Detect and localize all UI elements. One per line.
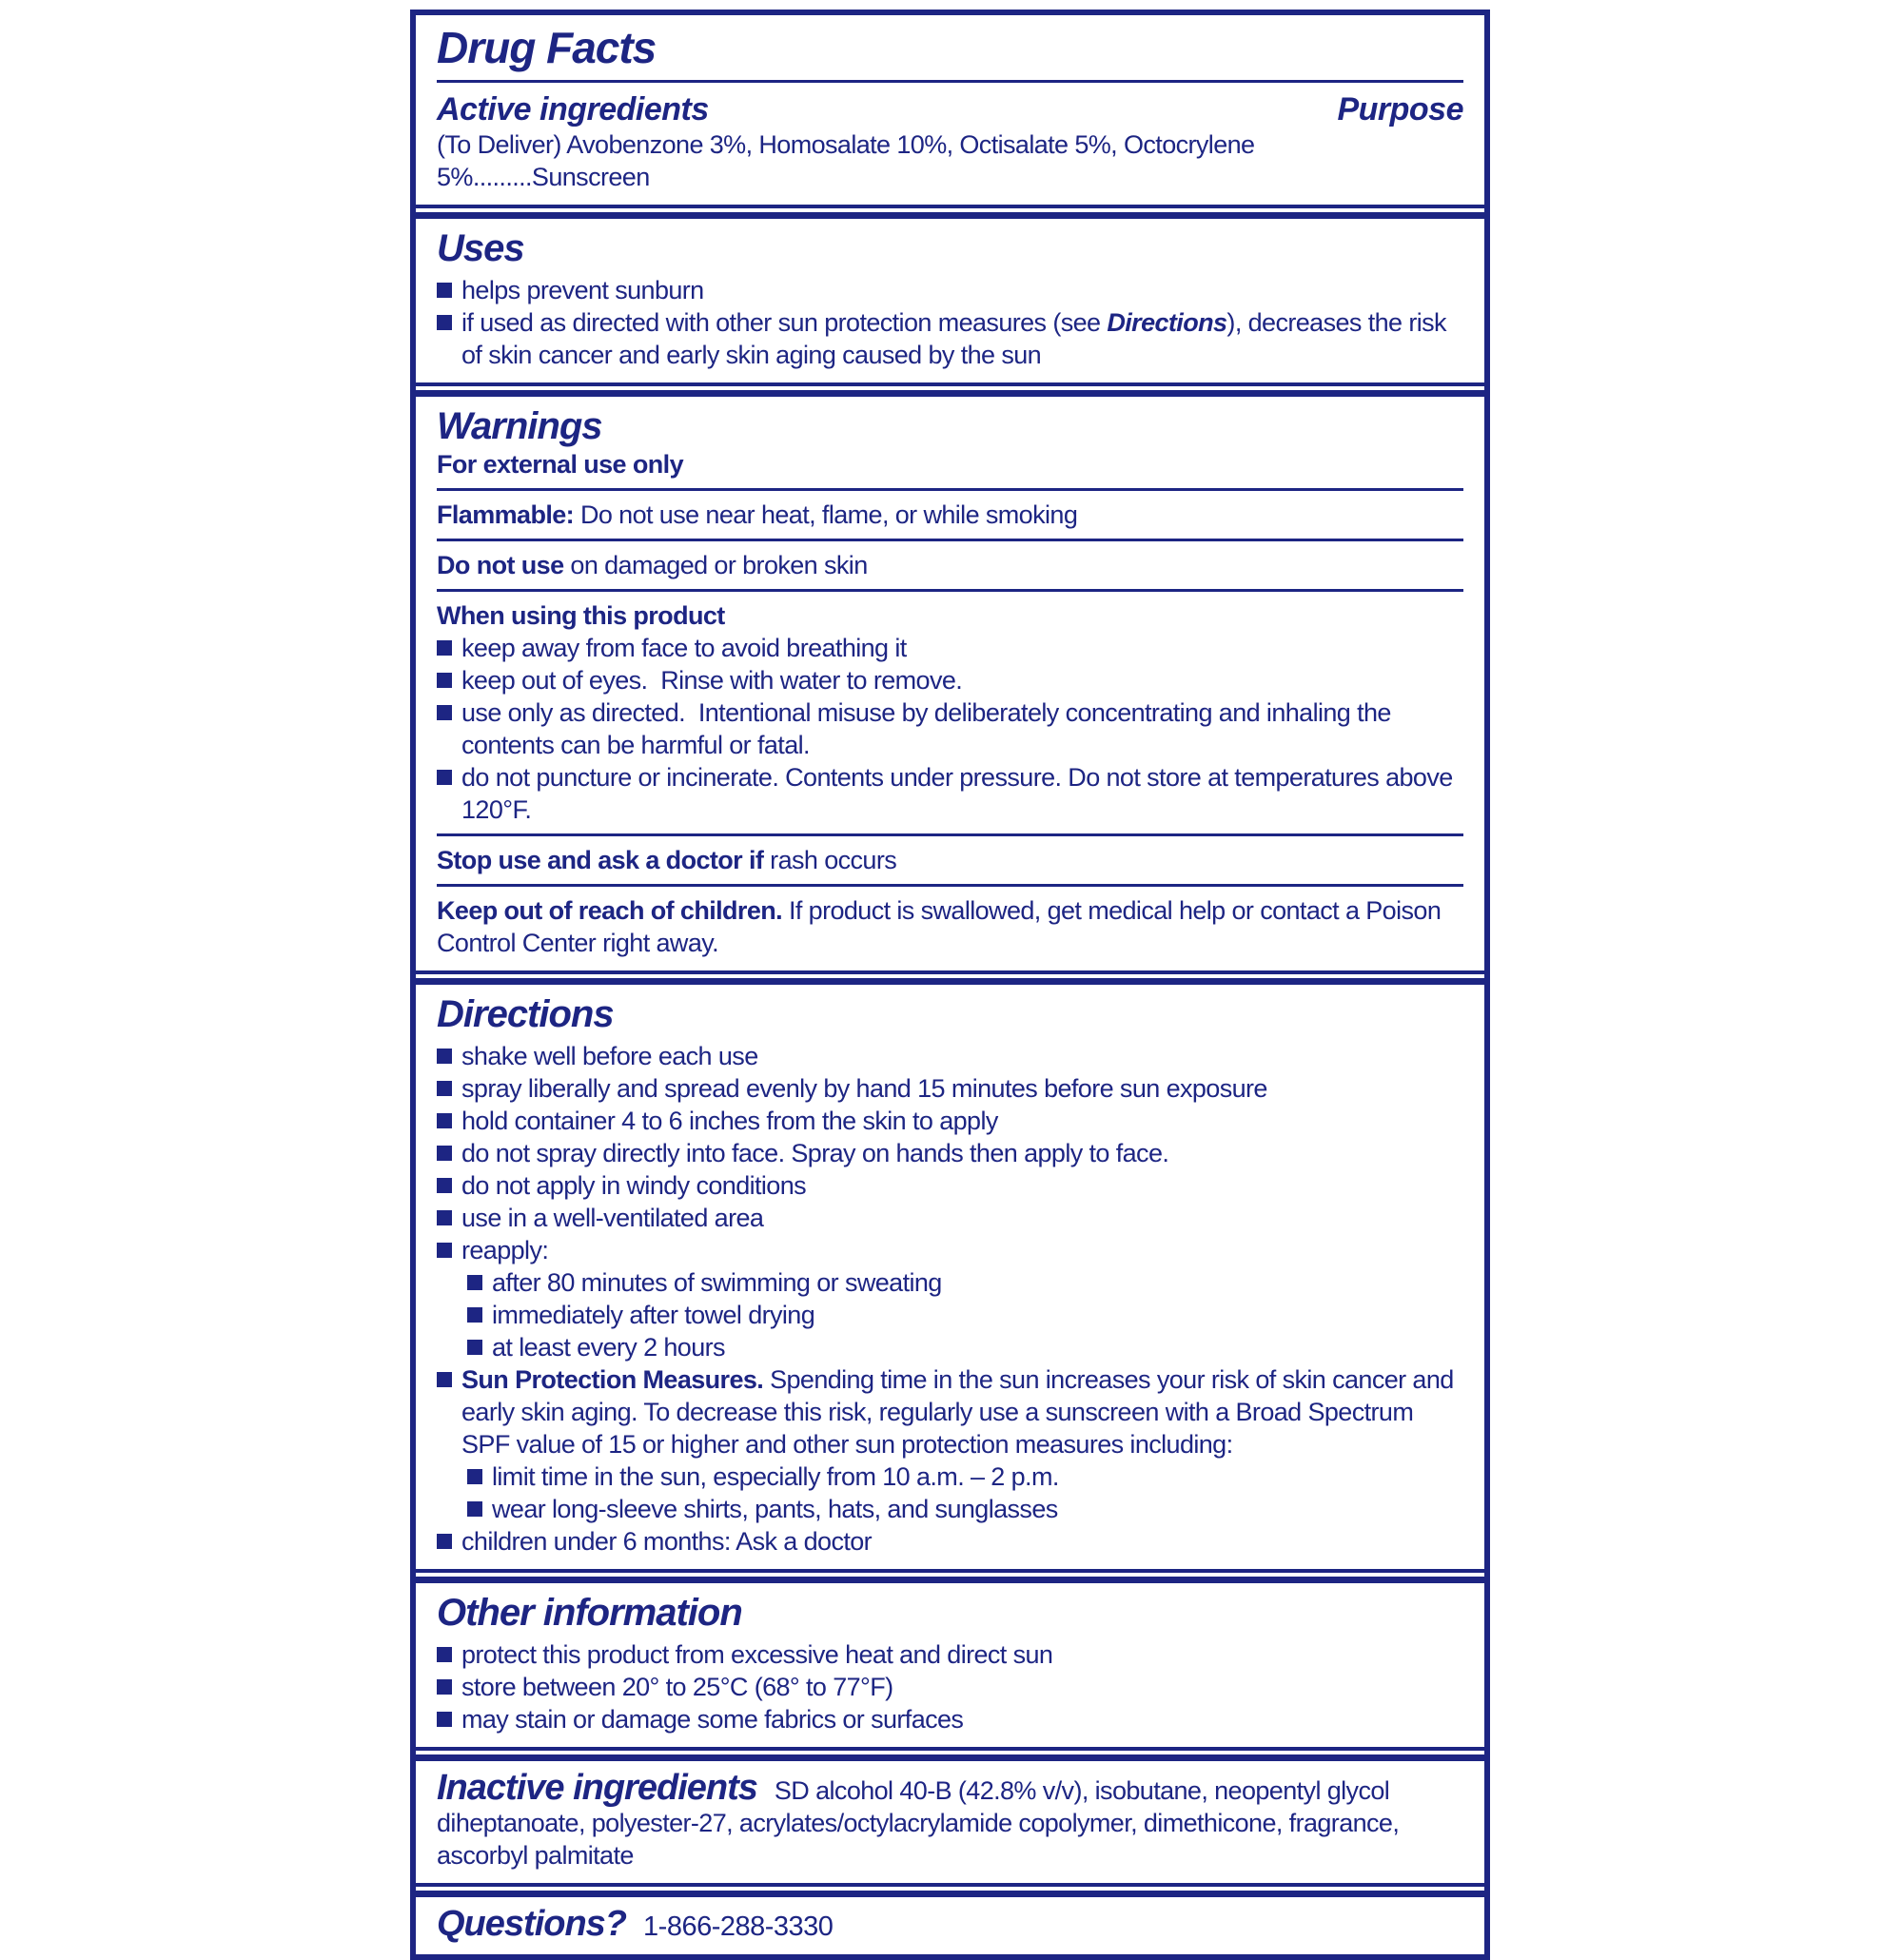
active-purpose-heading-row bbox=[437, 90, 1463, 128]
uses-heading: Uses bbox=[437, 227, 524, 269]
stop-use-label: Stop use and ask a doctor if bbox=[437, 846, 764, 874]
divider bbox=[437, 80, 1463, 83]
questions-line bbox=[437, 1905, 1463, 1943]
list-item bbox=[437, 1363, 1463, 1460]
keep-out-of-reach-line bbox=[437, 894, 1463, 959]
section-inactive-ingredients bbox=[416, 1761, 1484, 1883]
directions-item-text: do not apply in windy conditions bbox=[461, 1171, 807, 1200]
inactive-ingredients-text: SD alcohol 40-B (42.8% v/v), isobutane, neopentyl glycol diheptanoate, polyester-27, acrylates/octylacrylamide copolymer, dimethicone, fragrance, ascorbyl palmitate bbox=[437, 1776, 1406, 1870]
section-directions bbox=[416, 985, 1484, 1569]
bullet-square-icon bbox=[467, 1469, 482, 1484]
divider bbox=[437, 884, 1463, 887]
list-item bbox=[467, 1331, 1463, 1363]
uses-item-text bbox=[461, 306, 1463, 371]
section-questions bbox=[416, 1897, 1484, 1954]
bullet-square-icon bbox=[467, 1501, 482, 1517]
bullet-square-icon bbox=[467, 1275, 482, 1290]
uses-item2-pre: if used as directed with other sun protection measures (see bbox=[461, 308, 1108, 337]
bullet-square-icon bbox=[437, 1146, 452, 1161]
do-not-use-text: on damaged or broken skin bbox=[563, 551, 868, 579]
drug-facts-label bbox=[410, 10, 1490, 1960]
list-item bbox=[437, 761, 1463, 826]
when-using-item-text: use only as directed. Intentional misuse by deliberately concentrating and inhaling the contents can be harmful or fatal. bbox=[461, 698, 1398, 759]
list-item bbox=[437, 1072, 1463, 1105]
flammable-text: Do not use near heat, flame, or while smoking bbox=[574, 500, 1078, 529]
sun-protection-measures-body: Spending time in the sun increases your risk of skin cancer and early skin aging. To decrease this risk, regularly use a sunscreen with a Broad Spectrum SPF value of 15 or higher and other sun protection measures including: bbox=[461, 1365, 1461, 1459]
bullet-square-icon bbox=[467, 1340, 482, 1355]
bullet-square-icon bbox=[437, 315, 452, 330]
bullet-square-icon bbox=[437, 1243, 452, 1258]
flammable-label: Flammable: bbox=[437, 500, 575, 529]
list-item bbox=[467, 1266, 1463, 1299]
drug-facts-title: Drug Facts bbox=[437, 23, 657, 72]
section-uses bbox=[416, 219, 1484, 382]
do-not-use-label: Do not use bbox=[437, 551, 564, 579]
bullet-square-icon bbox=[437, 1534, 452, 1549]
stop-use-text: rash occurs bbox=[763, 846, 897, 874]
section-warnings bbox=[416, 397, 1484, 970]
bullet-square-icon bbox=[437, 1712, 452, 1727]
divider bbox=[437, 539, 1463, 541]
divider bbox=[437, 589, 1463, 592]
external-use-subheading: For external use only bbox=[437, 450, 683, 479]
reapply-item-text: immediately after towel drying bbox=[492, 1301, 815, 1329]
bullet-square-icon bbox=[437, 770, 452, 785]
section-divider bbox=[416, 1569, 1484, 1583]
other-info-item-text: protect this product from excessive heat and direct sun bbox=[461, 1640, 1053, 1669]
keep-out-label: Keep out of reach of children. bbox=[437, 896, 783, 925]
list-item bbox=[437, 306, 1463, 371]
bullet-square-icon bbox=[437, 1113, 452, 1128]
stop-use-line bbox=[437, 844, 1463, 876]
bullet-square-icon bbox=[437, 1679, 452, 1695]
when-using-subheading: When using this product bbox=[437, 601, 725, 630]
reapply-label: reapply: bbox=[461, 1236, 549, 1264]
bullet-square-icon bbox=[437, 1647, 452, 1662]
flammable-line bbox=[437, 499, 1463, 531]
warnings-heading: Warnings bbox=[437, 405, 602, 447]
list-item bbox=[437, 632, 1463, 664]
other-info-item-text: store between 20° to 25°C (68° to 77°F) bbox=[461, 1673, 893, 1701]
bullet-square-icon bbox=[437, 1178, 452, 1193]
spm-item-text: wear long-sleeve shirts, pants, hats, and sunglasses bbox=[492, 1495, 1058, 1523]
section-divider bbox=[416, 1747, 1484, 1761]
directions-heading: Directions bbox=[437, 993, 614, 1035]
list-item bbox=[437, 1105, 1463, 1137]
active-ingredients-heading: Active ingredients bbox=[437, 91, 709, 127]
list-item bbox=[437, 1703, 1463, 1735]
list-item bbox=[467, 1493, 1463, 1525]
list-item bbox=[437, 1169, 1463, 1202]
spm-item-text: limit time in the sun, especially from 10 a.m. – 2 p.m. bbox=[492, 1462, 1059, 1491]
section-divider bbox=[416, 382, 1484, 397]
uses-item2-directions-ref: Directions bbox=[1107, 308, 1227, 337]
bullet-square-icon bbox=[437, 705, 452, 720]
divider bbox=[437, 833, 1463, 836]
section-other-information bbox=[416, 1583, 1484, 1747]
uses-item2-post: ), decreases the risk of skin cancer and early skin aging caused by the sun bbox=[461, 308, 1453, 369]
other-info-item-text: may stain or damage some fabrics or surfaces bbox=[461, 1705, 964, 1734]
purpose-heading: Purpose bbox=[1337, 91, 1463, 127]
sun-protection-measures-text bbox=[461, 1363, 1463, 1460]
list-item bbox=[437, 1525, 1463, 1558]
directions-item-text: do not spray directly into face. Spray on hands then apply to face. bbox=[461, 1139, 1169, 1167]
directions-item-text: spray liberally and spread evenly by hand 15 minutes before sun exposure bbox=[461, 1074, 1267, 1103]
when-using-item-text: keep away from face to avoid breathing it bbox=[461, 634, 907, 662]
reapply-item-text: at least every 2 hours bbox=[492, 1333, 725, 1362]
directions-item-text: hold container 4 to 6 inches from the skin to apply bbox=[461, 1107, 998, 1135]
questions-phone-number: 1-866-288-3330 bbox=[643, 1911, 834, 1942]
uses-item-text: helps prevent sunburn bbox=[461, 276, 704, 304]
bullet-square-icon bbox=[437, 673, 452, 688]
bullet-square-icon bbox=[437, 1210, 452, 1225]
keep-out-text: If product is swallowed, get medical help or contact a Poison Control Center right away. bbox=[437, 896, 1448, 957]
list-item bbox=[437, 664, 1463, 696]
when-using-item-text: keep out of eyes. Rinse with water to remove. bbox=[461, 666, 963, 695]
list-item bbox=[467, 1299, 1463, 1331]
children-under-6-months-text: children under 6 months: Ask a doctor bbox=[461, 1527, 873, 1556]
list-item bbox=[437, 1638, 1463, 1671]
list-item bbox=[437, 1234, 1463, 1266]
bullet-square-icon bbox=[437, 640, 452, 656]
active-ingredients-line: (To Deliver) Avobenzone 3%, Homosalate 10%, Octisalate 5%, Octocrylene 5%.........Sunscreen bbox=[437, 130, 1262, 191]
section-divider bbox=[416, 205, 1484, 219]
reapply-item-text: after 80 minutes of swimming or sweating bbox=[492, 1268, 942, 1297]
inactive-ingredients-line bbox=[437, 1769, 1463, 1872]
bullet-square-icon bbox=[437, 283, 452, 298]
section-divider bbox=[416, 1883, 1484, 1897]
inactive-ingredients-heading: Inactive ingredients bbox=[437, 1768, 757, 1808]
list-item bbox=[437, 1040, 1463, 1072]
bullet-square-icon bbox=[467, 1307, 482, 1323]
list-item bbox=[437, 1137, 1463, 1169]
list-item bbox=[437, 696, 1463, 761]
do-not-use-line bbox=[437, 549, 1463, 581]
list-item bbox=[437, 1671, 1463, 1703]
section-active-ingredients bbox=[416, 15, 1484, 205]
when-using-item-text: do not puncture or incinerate. Contents under pressure. Do not store at temperatures above 120°F. bbox=[461, 763, 1460, 824]
list-item bbox=[437, 1202, 1463, 1234]
directions-item-text: shake well before each use bbox=[461, 1042, 758, 1070]
sun-protection-measures-label: Sun Protection Measures. bbox=[461, 1365, 764, 1394]
directions-item-text: use in a well-ventilated area bbox=[461, 1204, 764, 1232]
questions-heading: Questions? bbox=[437, 1904, 627, 1944]
bullet-square-icon bbox=[437, 1049, 452, 1064]
divider bbox=[437, 488, 1463, 491]
list-item bbox=[467, 1460, 1463, 1493]
bullet-square-icon bbox=[437, 1081, 452, 1096]
section-divider bbox=[416, 970, 1484, 985]
list-item bbox=[437, 274, 1463, 306]
other-information-heading: Other information bbox=[437, 1592, 742, 1634]
bullet-square-icon bbox=[437, 1372, 452, 1387]
